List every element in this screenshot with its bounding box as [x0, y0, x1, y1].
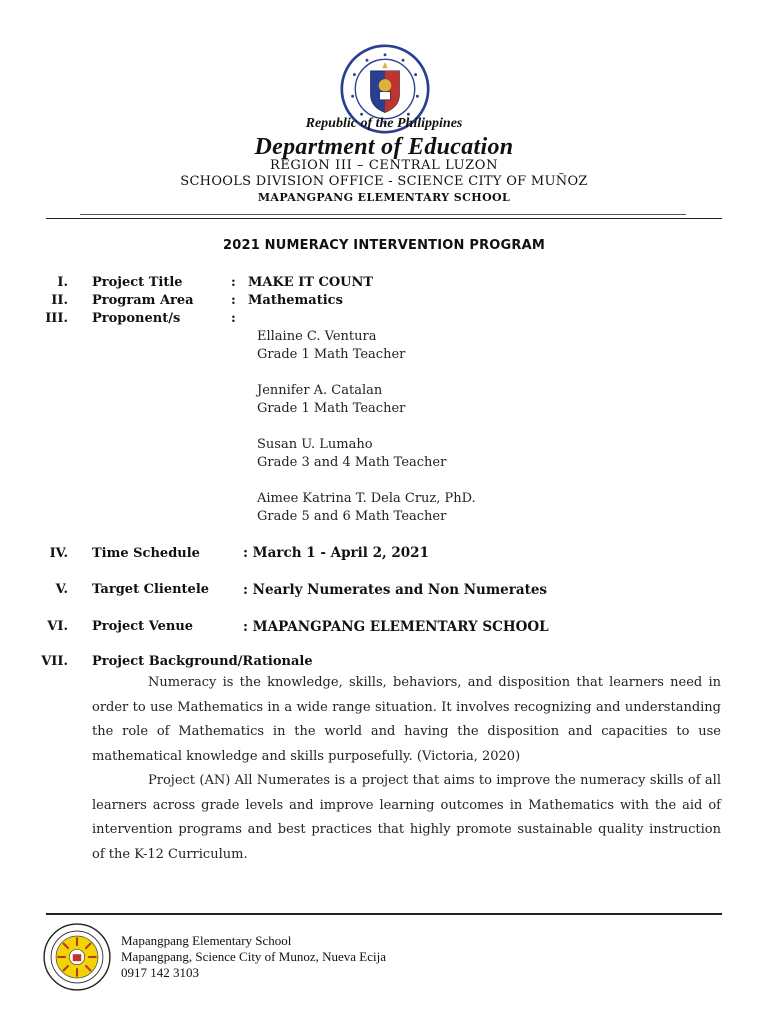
item-colon: :	[231, 311, 236, 326]
project-title-value: MAKE IT COUNT	[248, 275, 374, 290]
item-label: Project Background/Rationale	[92, 654, 313, 669]
department-name: Department of Education	[254, 134, 514, 160]
project-venue-value: : MAPANGPANG ELEMENTARY SCHOOL	[243, 619, 549, 635]
target-clientele-value: : Nearly Numerates and Non Numerates	[243, 582, 548, 598]
header-divider	[46, 218, 722, 219]
header-rule-inner	[80, 214, 686, 215]
item-label: Project Title	[92, 275, 183, 290]
item-number: IV.	[49, 546, 68, 561]
item-label: Proponent/s	[92, 311, 181, 326]
proponent-name: Jennifer A. Catalan	[257, 383, 383, 398]
school-name: MAPANGPANG ELEMENTARY SCHOOL	[257, 191, 511, 204]
document-title: 2021 NUMERACY INTERVENTION PROGRAM	[222, 238, 546, 253]
footer-school-name: Mapangpang Elementary School	[121, 933, 292, 948]
division-line: SCHOOLS DIVISION OFFICE - SCIENCE CITY OF MUÑOZ	[180, 174, 588, 189]
item-number: I.	[57, 275, 68, 290]
rationale-paragraph: Numeracy is the knowledge, skills, behaviors, and disposition that learners need in order to use Mathematics in a wide range situation. It involves recognizing and understanding the role of Mathematics in the world and having the disposition and capacities to use mathematical knowledge and skills purposefully. (Victoria, 2020)	[92, 675, 721, 764]
proponent-name: Aimee Katrina T. Dela Cruz, PhD.	[257, 491, 476, 506]
item-number: III.	[45, 311, 68, 326]
program-area-value: Mathematics	[248, 293, 343, 308]
item-label: Program Area	[92, 293, 194, 308]
proponent-name: Ellaine C. Ventura	[257, 329, 377, 344]
rationale-body	[92, 671, 721, 867]
item-label: Project Venue	[92, 619, 194, 634]
item-number: VI.	[47, 619, 68, 634]
footer-phone: 0917 142 3103	[121, 965, 199, 980]
item-number: V.	[55, 582, 68, 597]
proponent-role: Grade 5 and 6 Math Teacher	[257, 509, 447, 524]
item-label: Target Clientele	[92, 582, 210, 597]
school-logo-icon	[42, 922, 112, 992]
item-colon: :	[231, 293, 236, 308]
time-schedule-value: : March 1 - April 2, 2021	[243, 545, 429, 561]
proponent-role: Grade 1 Math Teacher	[257, 401, 406, 416]
republic-line: Republic of the Philippines	[305, 116, 463, 131]
item-number: VII.	[41, 654, 68, 669]
item-colon: :	[231, 275, 236, 290]
proponent-role: Grade 3 and 4 Math Teacher	[257, 455, 447, 470]
region-line: REGION III – CENTRAL LUZON	[269, 158, 499, 173]
footer-address: Mapangpang, Science City of Munoz, Nueva Ecija	[121, 949, 386, 964]
item-number: II.	[51, 293, 68, 308]
footer-divider	[46, 913, 722, 915]
proponent-role: Grade 1 Math Teacher	[257, 347, 406, 362]
item-label: Time Schedule	[92, 546, 200, 561]
rationale-paragraph: Project (AN) All Numerates is a project that aims to improve the numeracy skills of all learners across grade levels and improve learning outcomes in Mathematics with the aid of intervention programs and best practices that highly promote sustainable quality instruction of the K-12 Curriculum.	[92, 773, 721, 862]
proponent-name: Susan U. Lumaho	[257, 437, 373, 452]
